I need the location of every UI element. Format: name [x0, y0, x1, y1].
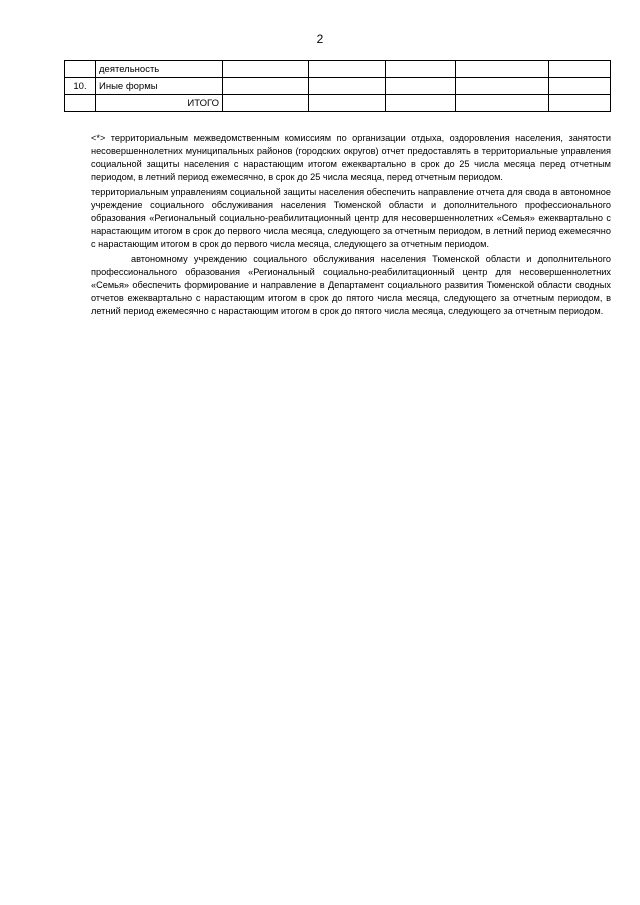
row-number: 10. — [65, 78, 96, 95]
footnote-paragraph: территориальным управлениям социальной защиты населения обеспечить направление отчета для свода в автономное учреждение социального обслуживания населения Тюменской области и дополнительного профессионального образования «Региональный социально-реабилитационный центр для несовершеннолетних «Семья» ежеквартально с нарастающим итогом в срок до первого числа месяца, следующего за отчетным периодом, в летний период ежемесячно с нарастающим итогом в срок до первого числа месяца, следующего за отчетным периодом. — [91, 187, 611, 249]
empty-cell — [456, 78, 549, 95]
footnote-paragraph: автономному учреждению социального обслуживания населения Тюменской области и дополнительного профессионального образования «Региональный социально-реабилитационный центр для несовершеннолетних «Семья» обеспечить формирование и направление в Департамент социального развития Тюменской области сводных отчетов ежеквартально с нарастающим итогом в срок до пятого числа месяца, следующего за отчетным периодом, в летний период ежемесячно с нарастающим итогом в срок до пятого числа месяца, следующего за отчетным периодом. — [91, 254, 611, 316]
row-number — [65, 61, 96, 78]
row-number — [65, 95, 96, 112]
table-row — [65, 95, 611, 112]
empty-cell — [223, 95, 309, 112]
empty-cell — [223, 61, 309, 78]
table-row — [65, 61, 611, 78]
row-label: деятельность — [96, 61, 223, 78]
empty-cell — [549, 78, 611, 95]
total-label: ИТОГО — [96, 95, 223, 112]
empty-cell — [386, 95, 456, 112]
empty-cell — [309, 95, 386, 112]
row-label: Иные формы — [96, 78, 223, 95]
footnotes — [91, 132, 611, 320]
empty-cell — [309, 78, 386, 95]
empty-cell — [386, 61, 456, 78]
table-row — [65, 78, 611, 95]
empty-cell — [549, 61, 611, 78]
empty-cell — [309, 61, 386, 78]
report-table — [64, 60, 611, 112]
empty-cell — [549, 95, 611, 112]
footnote-paragraph: <*> территориальным межведомственным комиссиям по организации отдыха, оздоровления населения, занятости несовершеннолетних муниципальных районов (городских округов) отчет предоставлять в территориальные управления социальной защиты населения с нарастающим итогом ежеквартально в срок до 25 числа месяца перед отчетным периодом, в летний период ежемесячно, в срок до 25 числа месяца, перед отчетным периодом. — [91, 133, 611, 182]
empty-cell — [456, 61, 549, 78]
empty-cell — [223, 78, 309, 95]
empty-cell — [456, 95, 549, 112]
page-number: 2 — [316, 32, 324, 46]
empty-cell — [386, 78, 456, 95]
